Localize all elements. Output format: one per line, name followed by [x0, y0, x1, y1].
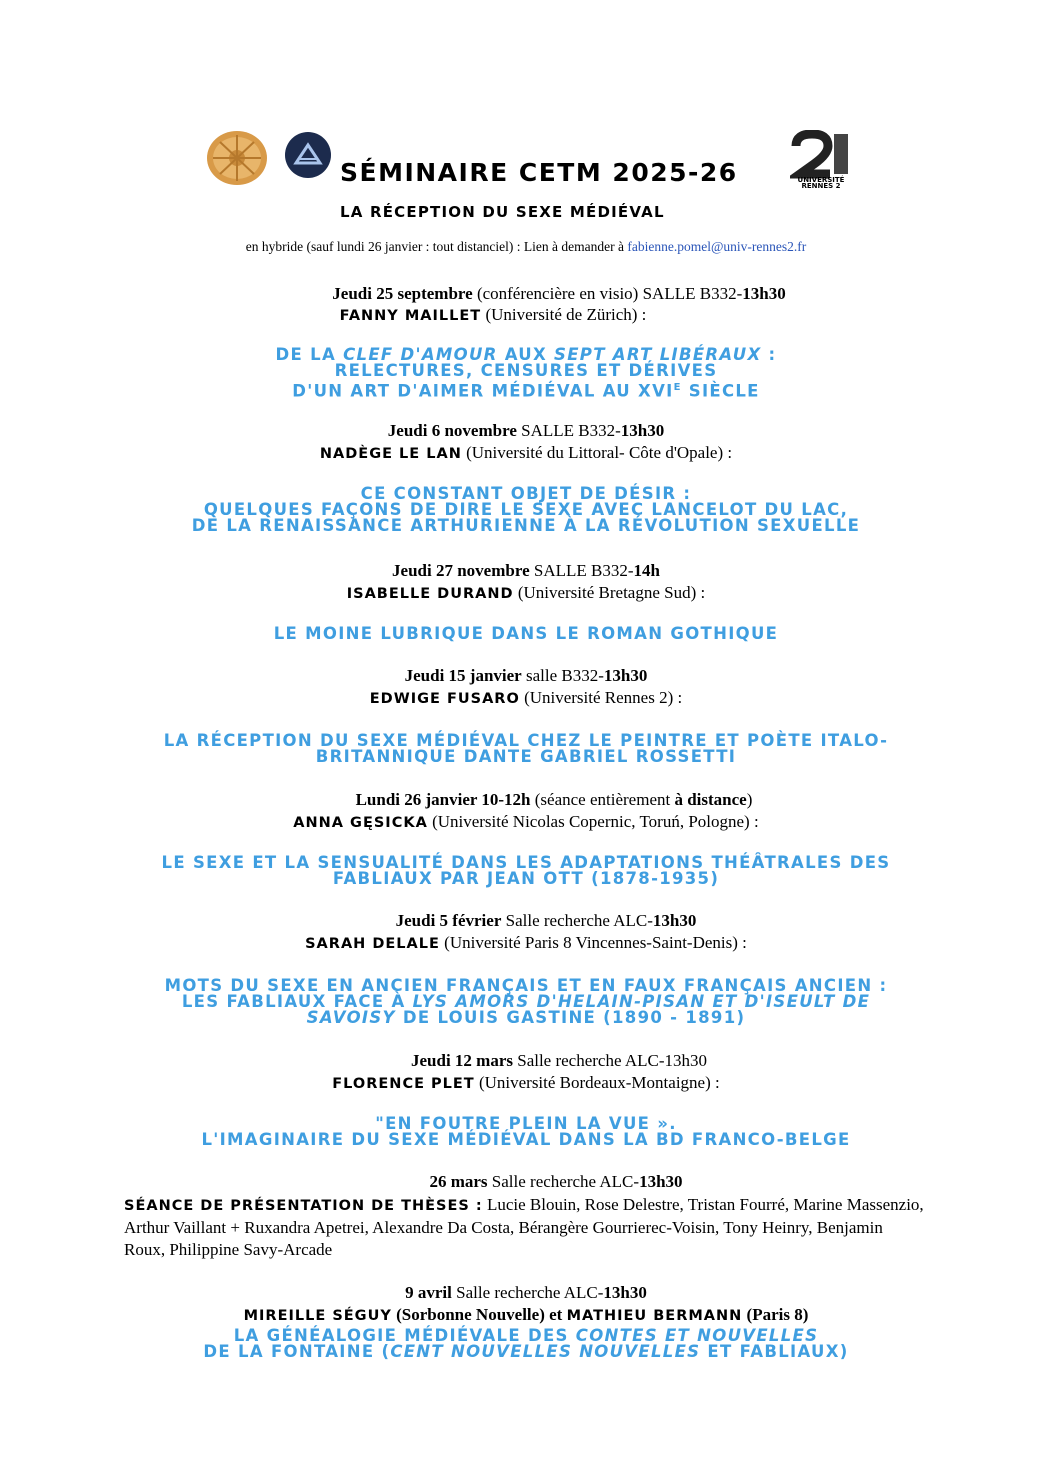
session-title-line: FABLIAUX PAR JEAN OTT (1878-1935): [332, 869, 720, 888]
title-superscript: E: [673, 382, 682, 393]
speaker-name: NADÈGE LE LAN: [319, 446, 462, 462]
session-time: 13h30: [620, 421, 665, 440]
speaker-affiliation: (Sorbonne Nouvelle) et: [391, 1305, 567, 1324]
seminar-title: SÉMINAIRE CETM 2025-26: [340, 158, 738, 187]
session-date: [0, 666, 1052, 686]
session-title-line: L'IMAGINAIRE DU SEXE MÉDIÉVAL DANS LA BD FRANCO-BELGE: [201, 1130, 851, 1149]
speaker-name: FANNY MAILLET: [339, 308, 482, 324]
session-date-bold: Jeudi 6 novembre: [387, 421, 517, 440]
title-part: DE LA FONTAINE (: [203, 1342, 391, 1361]
speaker-affiliation: (Université Nicolas Copernic, Toruń, Pologne) :: [427, 812, 759, 831]
rosette-logo: [206, 130, 268, 186]
session-date: [0, 561, 1052, 581]
session-time: 14h: [633, 561, 660, 580]
speaker-name: ANNA GĘSICKA: [293, 815, 428, 831]
session-time: 13h30: [603, 666, 648, 685]
session-title-line: LE MOINE LUBRIQUE DANS LE ROMAN GOTHIQUE: [273, 624, 779, 643]
session-date-end: ): [746, 790, 753, 809]
session-time: 13h30: [652, 911, 697, 930]
title-part: DE LOUIS GASTINE (1890 - 1891): [395, 1008, 746, 1027]
session-date-rest: Salle recherche ALC-: [487, 1172, 640, 1191]
session-date: [0, 284, 1052, 304]
session-speaker: [0, 933, 1052, 953]
theses-paragraph: [124, 1194, 924, 1261]
session-time: 13h30: [603, 1283, 647, 1302]
session-title-line: CE CONSTANT OBJET DE DÉSIR :: [360, 484, 692, 503]
session-speaker: [0, 583, 1052, 603]
session-title-line: BRITANNIQUE DANTE GABRIEL ROSSETTI: [315, 747, 737, 766]
session-date-bold: 26 mars: [429, 1172, 488, 1191]
session-time: à distance: [674, 790, 747, 809]
univ-logo-line1: UNIVERSITÉ: [797, 176, 845, 184]
session-date-rest: Salle recherche ALC-13h30: [512, 1051, 707, 1070]
hybrid-notice: [0, 239, 1052, 255]
univ-logo-line2: RENNES 2: [801, 182, 841, 188]
title-part: ET FABLIAUX): [700, 1342, 849, 1361]
session-speaker: [0, 1073, 1052, 1093]
speaker-name: FLORENCE PLET: [332, 1076, 475, 1092]
session-speaker: [0, 812, 1052, 832]
session-title-line: DE LA RENAISSANCE ARTHURIENNE À LA RÉVOLUTION SEXUELLE: [191, 516, 861, 535]
title-part: D'UN ART D'AIMER MÉDIÉVAL AU XVI: [292, 381, 674, 401]
session-title-line: LA RÉCEPTION DU SEXE MÉDIÉVAL CHEZ LE PEINTRE ET POÈTE ITALO-: [163, 731, 889, 750]
session-date-rest: (conférencière en visio) SALLE B332-: [472, 284, 743, 303]
speaker-affiliation: (Paris 8): [742, 1305, 809, 1324]
session-title-line: QUELQUES FAÇONS DE DIRE LE SEXE AVEC LANCELOT DU LAC,: [203, 500, 849, 519]
session-date-rest: SALLE B332-: [529, 561, 634, 580]
session-title-line: [0, 1010, 1052, 1026]
session-date-rest: SALLE B332-: [516, 421, 621, 440]
session-date-bold: Jeudi 15 janvier: [404, 666, 522, 685]
title-part: LA GÉNÉALOGIE MÉDIÉVALE DES: [233, 1326, 576, 1345]
session-date: [0, 790, 1052, 810]
session-date-bold: Jeudi 27 novembre: [392, 561, 530, 580]
title-italic: LYS AMORS D'HELAIN-PISAN ET D'ISEULT DE: [412, 992, 871, 1011]
speaker-name: MIREILLE SÉGUY: [243, 1308, 392, 1324]
session-date-bold: Jeudi 5 février: [395, 911, 502, 930]
speaker-affiliation: (Université Bordeaux-Montaigne) :: [474, 1073, 720, 1092]
speaker-name: ISABELLE DURAND: [346, 586, 514, 602]
session-title-line: "EN FOUTRE PLEIN LA VUE ».: [375, 1114, 677, 1133]
session-title-line: [0, 380, 1052, 400]
session-title-line: RELECTURES, CENSURES ET DÉRIVES: [334, 361, 718, 380]
speaker-affiliation: (Université Rennes 2) :: [519, 688, 683, 707]
session-date-bold: Lundi 26 janvier 10-12h: [355, 790, 531, 809]
title-italic: CONTES ET NOUVELLES: [575, 1326, 819, 1345]
theses-date: [0, 1172, 1052, 1192]
session-date-bold: 9 avril: [405, 1283, 452, 1302]
speaker-affiliation: (Université de Zürich) :: [481, 305, 647, 324]
session-title-line: [0, 1344, 1052, 1360]
title-part: AUX: [497, 345, 555, 364]
cetm-logo: [284, 131, 332, 179]
session-speaker: [0, 443, 1052, 463]
title-italic: CENT NOUVELLES NOUVELLES: [390, 1342, 701, 1361]
seminar-subtitle: LA RÉCEPTION DU SEXE MÉDIÉVAL: [340, 203, 665, 221]
session-speakers: [0, 1305, 1052, 1325]
session-speaker: [0, 305, 1052, 325]
speaker-affiliation: (Université Paris 8 Vincennes-Saint-Denis) :: [439, 933, 747, 952]
title-italic: SEPT ART LIBÉRAUX: [554, 345, 762, 364]
session-date-bold: Jeudi 25 septembre: [332, 284, 473, 303]
session-date-rest: salle B332-: [521, 666, 604, 685]
contact-email-link[interactable]: fabienne.pomel@univ-rennes2.fr: [627, 239, 807, 254]
session-date: [0, 421, 1052, 441]
hybrid-text: en hybride (sauf lundi 26 janvier : tout distanciel) : Lien à demander à: [245, 239, 628, 254]
theses-names: Lucie Blouin, Rose Delestre, Tristan Fourré, Marine Massenzio, Arthur Vaillant + Ruxandra Apetrei, Alexandre Da Costa, Bérangère Gourrierec-Voisin, Tony Heinry, Benjamin Roux, Philippine Savy-Arcade: [124, 1195, 924, 1259]
speaker-affiliation: (Université du Littoral- Côte d'Opale) :: [461, 443, 733, 462]
session-date: [0, 1051, 1052, 1071]
session-date: [0, 911, 1052, 931]
speaker-name: EDWIGE FUSARO: [369, 691, 520, 707]
session-date-rest: Salle recherche ALC-: [451, 1283, 604, 1302]
title-part: :: [761, 345, 777, 364]
session-title-line: LE SEXE ET LA SENSUALITÉ DANS LES ADAPTATIONS THÉÂTRALES DES: [161, 853, 891, 872]
title-italic: CLEF D'AMOUR: [343, 345, 498, 364]
title-part: SIÈCLE: [681, 381, 760, 401]
session-time: 13h30: [742, 284, 786, 303]
title-part: DE LA: [275, 345, 344, 364]
session-date-rest: Salle recherche ALC-: [501, 911, 653, 930]
session-title-line: MOTS DU SEXE EN ANCIEN FRANÇAIS ET EN FAUX FRANÇAIS ANCIEN :: [164, 976, 888, 995]
session-date-rest: (séance entièrement: [530, 790, 675, 809]
speaker-name: MATHIEU BERMANN: [566, 1308, 743, 1324]
speaker-name: SARAH DELALE: [305, 936, 440, 952]
speaker-affiliation: (Université Bretagne Sud) :: [513, 583, 706, 602]
session-date: [0, 1283, 1052, 1303]
session-date-bold: Jeudi 12 mars: [410, 1051, 513, 1070]
title-italic: SAVOISY: [306, 1008, 396, 1027]
theses-label: SÉANCE DE PRÉSENTATION DE THÈSES :: [124, 1198, 483, 1214]
session-speaker: [0, 688, 1052, 708]
title-part: LES FABLIAUX FACE À: [181, 992, 413, 1011]
session-time: 13h30: [639, 1172, 683, 1191]
